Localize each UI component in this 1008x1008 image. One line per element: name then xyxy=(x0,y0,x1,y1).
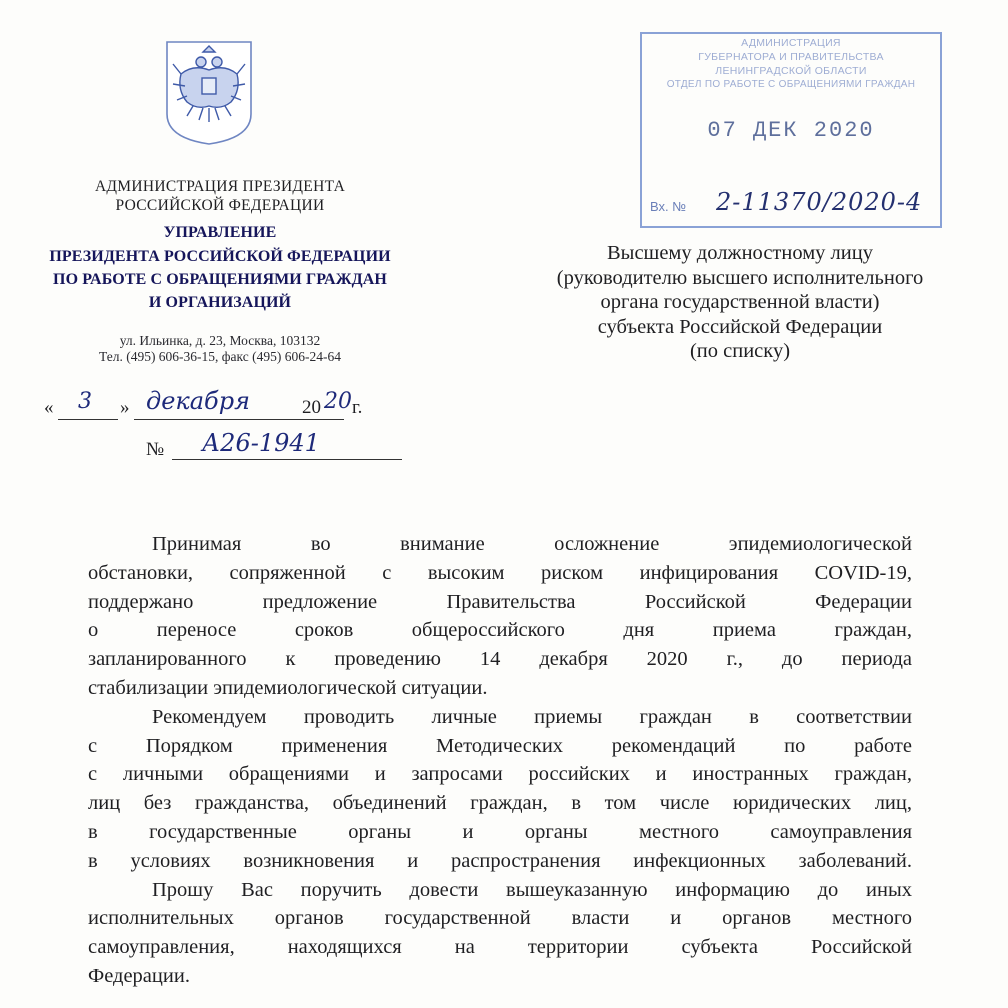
date-year-prefix: 20 xyxy=(302,397,321,418)
header-phone: Тел. (495) 606-36-15, факс (495) 606-24-64 xyxy=(98,349,341,364)
body-p3-line2: исполнительных органов государственной власти и органов местного xyxy=(88,907,912,930)
number-handwritten: А26-1941 xyxy=(202,429,320,457)
date-year-mark: г. xyxy=(352,397,363,418)
stamp-line4: ОТДЕЛ ПО РАБОТЕ С ОБРАЩЕНИЯМИ ГРАЖДАН xyxy=(666,79,916,90)
coat-of-arms-emblem xyxy=(163,40,255,146)
addressee-line1: Высшему должностному лицу xyxy=(607,242,873,264)
body-p2-line6: в условиях возникновения и распространения инфекционных заболеваний. xyxy=(88,849,912,872)
stamp-line2: ГУБЕРНАТОРА И ПРАВИТЕЛЬСТВА xyxy=(698,51,884,63)
body-p2-line3: с личными обращениями и запросами российских и иностранных граждан, xyxy=(88,763,912,786)
letter-body xyxy=(88,530,912,991)
body-p2-line1: Рекомендуем проводить личные приемы граждан в соответствии xyxy=(152,705,912,728)
number-underline xyxy=(172,459,402,460)
addressee-line2: (руководителю высшего исполнительного xyxy=(556,266,924,289)
addressee-block xyxy=(480,241,1000,364)
body-p3-line3: самоуправления, находящихся на территории субъекта Российской xyxy=(88,936,912,959)
stamp-incoming-label: Вх. № xyxy=(650,199,687,214)
body-p1-line2: обстановки, сопряженной с высоким риском инфицирования COVID-19, xyxy=(88,561,912,584)
date-year-handwritten: 20 xyxy=(324,389,352,414)
body-p1-line1: Принимая во внимание осложнение эпидемиологической xyxy=(152,533,912,555)
date-day-handwritten: 3 xyxy=(78,389,92,414)
body-p1-line5: запланированного к проведению 14 декабря 2020 г., до периода xyxy=(88,648,912,671)
header-admin-line2: РОССИЙСКОЙ ФЕДЕРАЦИИ xyxy=(115,197,325,214)
body-p3-line1: Прошу Вас поручить довести вышеуказанную информацию до иных xyxy=(152,878,912,901)
body-p3-line4: Федерации. xyxy=(88,964,190,987)
header-dept-line1: УПРАВЛЕНИЕ xyxy=(163,224,277,241)
date-close-quote: » xyxy=(120,397,130,418)
number-label: № xyxy=(146,439,165,460)
stamp-line1: АДМИНИСТРАЦИЯ xyxy=(741,37,841,49)
body-p1-line6: стабилизации эпидемиологической ситуации. xyxy=(88,676,488,699)
number-line xyxy=(146,429,406,467)
stamp-date: 07 ДЕК 2020 xyxy=(707,118,875,143)
addressee-line3: органа государственной власти) xyxy=(600,291,880,313)
header-dept-line4: И ОРГАНИЗАЦИЙ xyxy=(148,294,292,311)
stamp-line3: ЛЕНИНГРАДСКОЙ ОБЛАСТИ xyxy=(715,65,867,77)
date-month-underline xyxy=(134,419,344,420)
date-line xyxy=(44,387,384,429)
header-address: ул. Ильинка, д. 23, Москва, 103132 xyxy=(119,333,321,348)
incoming-stamp xyxy=(640,32,942,228)
date-day-underline xyxy=(58,419,118,420)
body-p2-line2: с Порядком применения Методических рекомендаций по работе xyxy=(88,734,912,757)
body-p1-line3: поддержано предложение Правительства Российской Федерации xyxy=(88,590,912,613)
date-month-handwritten: декабря xyxy=(146,387,250,415)
addressee-line4: субъекта Российской Федерации xyxy=(597,315,883,338)
header-dept-line2: ПРЕЗИДЕНТА РОССИЙСКОЙ ФЕДЕРАЦИИ xyxy=(49,248,391,265)
body-p1-line4: о переносе сроков общероссийского дня приема граждан, xyxy=(88,619,912,642)
body-p2-line5: в государственные органы и органы местного самоуправления xyxy=(88,820,912,843)
addressee-line5: (по списку) xyxy=(689,340,791,362)
date-open-quote: « xyxy=(44,397,54,418)
header-dept-line3: ПО РАБОТЕ С ОБРАЩЕНИЯМИ ГРАЖДАН xyxy=(53,271,387,288)
stamp-incoming-number: 2-11370/2020-4 xyxy=(716,188,923,216)
header-admin-line1: АДМИНИСТРАЦИЯ ПРЕЗИДЕНТА xyxy=(94,178,346,195)
body-p2-line4: лиц без гражданства, объединений граждан, в том числе юридических лиц, xyxy=(88,792,912,815)
